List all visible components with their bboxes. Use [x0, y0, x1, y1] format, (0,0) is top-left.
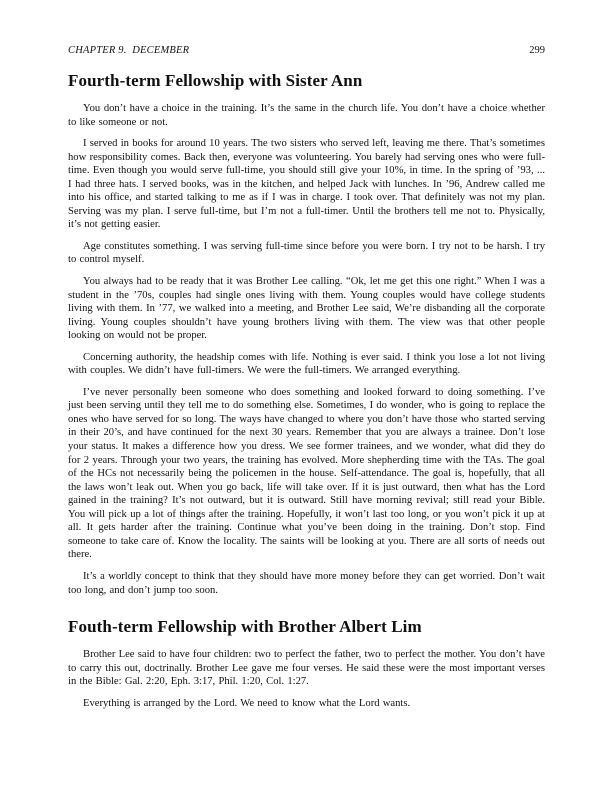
- text-block: [68, 45, 545, 710]
- section-title-brother-albert-lim: Fouth-term Fellowship with Brother Albert Lim: [68, 617, 422, 637]
- paragraph: Concerning authority, the headship comes with life. Nothing is ever said. I think you lose a lot not living with couples. We didn’t have full-timers. We were the full-timers. We arranged everything.: [68, 351, 545, 377]
- paragraph: Brother Lee said to have four children: two to perfect the father, two to perfect the mother. You don’t have to carry this out, doctrinally. Brother Lee gave me four verses. He said these were the most important verses in the Bible: Gal. 2:20, Eph. 3:17, Phil. 1:20, Col. 1:27.: [68, 649, 545, 688]
- paragraph: I served in books for around 10 years. The two sisters who served left, leaving me there. That’s sometimes how responsibility comes. Back then, everyone was volunteering. You barely had serving ones who were full-time. Even though you would serve full-time, you should still give your 10%, in time. In the spring of ’93, ... I had three hats. I served books, was in the kitchen, and helped Jack with lunches. In ’96, Andrew called me into his office, and started talking to me as if I was in charge. I took over. That definitely was not my plan. Serving was my plan. I serve full-time, but I’m not a full-timer. Until the brothers tell me not to. Physically, it’s not getting easier.: [68, 138, 545, 231]
- paragraph: You always had to be ready that it was Brother Lee calling. “Ok, let me get this one right.” When I was a student in the ’70s, couples had single ones living with them. Young couples would have college students living with them. In ’77, we walked into a meeting, and Brother Lee said, We’re disbanding all the corporate living. Young couples shouldn’t have young brothers living with them. The view was that other people looking on would not be proper.: [68, 276, 545, 342]
- running-header: [68, 45, 545, 57]
- paragraph: Everything is arranged by the Lord. We need to know what the Lord wants.: [83, 697, 411, 709]
- paragraph: It’s a worldly concept to think that they should have more money before they can get worried. Don’t wait too long, and don’t jump too soon.: [68, 570, 545, 596]
- paragraph: I’ve never personally been someone who does something and looked forward to doing something. I’ve just been serving until they tell me to do something else. Sometimes, I do wonder, who is going to replace the ones who have served for so long. The ways have changed to where you don’t have those who started serving in their 20’s, and have continued for the next 30 years. Remember that you are always a trainee. Don’t lose your status. It makes a difference how you dress. We see former trainees, and we wonder, what did they do for 2 years. Through your two years, the training has evolved. More shepherding time with the TAs. The goal of the HCs not necessarily being the policemen in the house. Self-attendance. The goal is, hopefully, that all the laws won’t leak out. When you go back, life will take over. If it is just outward, then what has the Lord gained in the training? It’s not outward, but it is outward. Still have morning revival; still read your Bible. You will pick up a lot of things after the training. Hopefully, it won’t last too long, or you won’t pick it up at all. It gets harder after the training. Continue what you’ve been doing in the training. Don’t stop. Find someone to take care of. Know the locality. The saints will be looking at you. There are all sorts of needs out there.: [68, 386, 545, 561]
- chapter-running-title: CHAPTER 9. DECEMBER: [68, 45, 190, 56]
- paragraph: You don’t have a choice in the training. It’s the same in the church life. You don’t have a choice whether to like someone or not.: [68, 103, 545, 128]
- paragraph: Age constitutes something. I was serving full-time since before you were born. I try not to be harsh. I try to control myself.: [68, 240, 545, 266]
- section-title-sister-ann: Fourth-term Fellowship with Sister Ann: [68, 71, 363, 90]
- page-number: 299: [529, 45, 545, 56]
